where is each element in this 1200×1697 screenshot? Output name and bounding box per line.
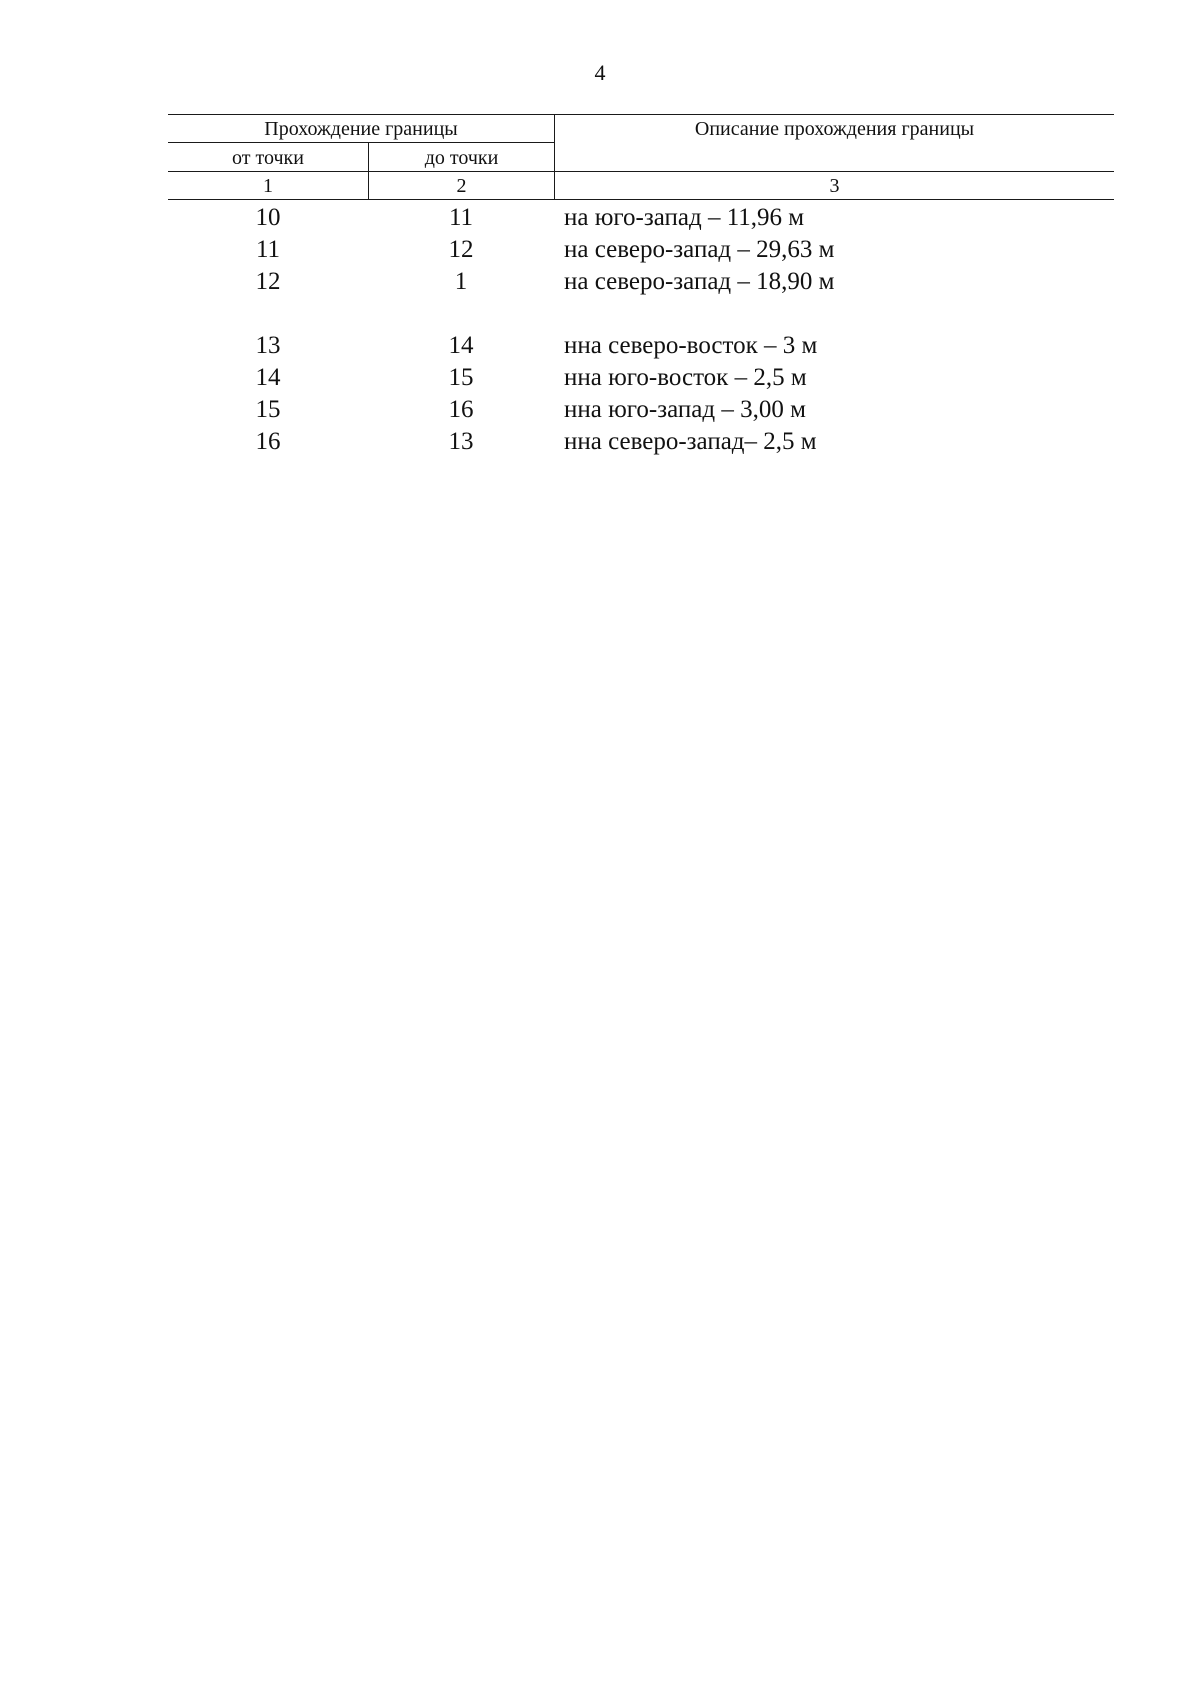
from-point: 15 [255,396,281,423]
boundary-description: на северо-запад – 18,90 м [564,268,835,295]
to-point: 12 [448,236,474,263]
from-point: 10 [255,204,281,231]
from-point: 11 [255,236,281,263]
table-row [0,426,1200,458]
table-top-border [168,114,1114,115]
table-row [0,394,1200,426]
header-description-label: Описание прохождения границы [694,118,975,140]
header-to-label: до точки [424,147,499,169]
to-point: 14 [448,332,474,359]
boundary-description: нна северо-восток – 3 м [564,332,818,359]
boundary-description: нна юго-запад – 3,00 м [564,396,806,423]
group-header-underline [168,142,554,143]
header-bottom-border [168,171,1114,172]
to-point: 13 [448,428,474,455]
to-point: 15 [448,364,474,391]
table-row [0,266,1200,298]
numbering-bottom-border [168,199,1114,200]
boundary-description: нна северо-запад– 2,5 м [564,428,817,455]
header-group-label: Прохождение границы [264,118,458,140]
boundary-description: на юго-запад – 11,96 м [564,204,805,231]
from-point: 14 [255,364,281,391]
table-row [0,362,1200,394]
from-point: 13 [255,332,281,359]
column-number-2: 2 [456,175,467,197]
column-number-3: 3 [829,175,840,197]
page-number: 4 [594,60,606,85]
to-point: 1 [454,268,468,295]
to-point: 16 [448,396,474,423]
table-row [0,330,1200,362]
boundary-description: на северо-запад – 29,63 м [564,236,835,263]
to-point: 11 [448,204,474,231]
from-point: 16 [255,428,281,455]
boundary-description: нна юго-восток – 2,5 м [564,364,807,391]
from-point: 12 [255,268,281,295]
table-row [0,234,1200,266]
header-from-label: от точки [232,147,304,169]
table-row [0,202,1200,234]
column-number-1: 1 [263,175,273,197]
